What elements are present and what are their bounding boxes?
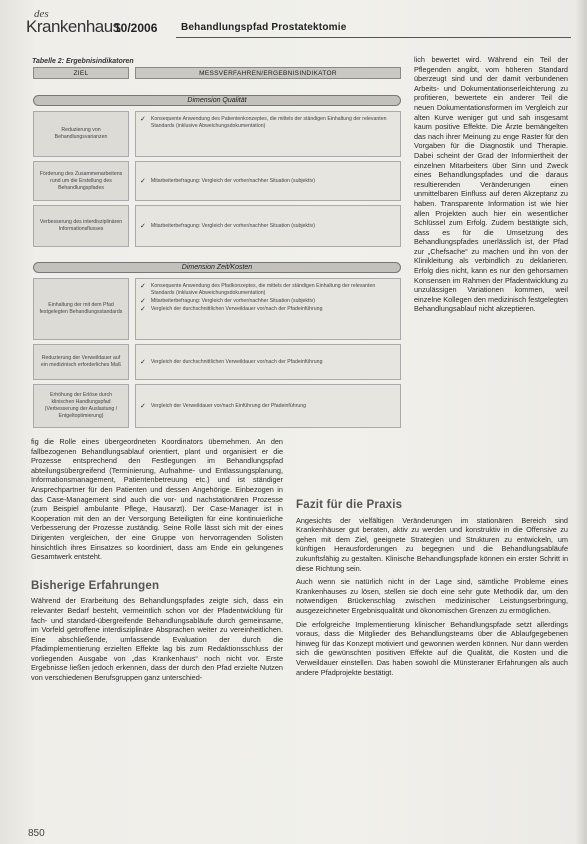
check-icon: ✓: [140, 403, 146, 410]
goal-cell: [33, 161, 129, 201]
goal-cell: [33, 205, 129, 247]
paragraph: lich bewertet wird. Während ein Teil der Pflegenden angibt, vom höheren Standard überzeugt sind und der damit verbundenen Arbeits- und Dokumentationserleichterung zu profitieren, bewertete ein anderer Teil die neuen Dokumentationsformen im Vergleich zur alten Kurve weniger gut und sah insgesamt kaum positive Effekte. Die Ärzte bemängelten das nach ihrer Meinung zu enge Raster für den Vorgaben für die Diagnostik und Therapie. Dabei scheint der Grad der Informiertheit der einzelnen Mitarbeiters über Sinn und Zweck eines Behandlungspfades und die daraus resultierenden Veränderungen einen unmittelbaren Einfluss auf deren Akzeptanz zu haben. Transparente Information ist wie hier allen Projekten auch hier ein wesentlicher Schlüssel zum Erfolg. Zudem bestätigte sich, dass es für die Umsetzung des Behandlungspfades unerlässlich ist, der Pfad zur „Chefsache“ zu machen und ihn von der Klinikleitung als verbindlich zu deklarieren. Erfolg dies nicht, kann es nur den gehorsamen Konsensen im Rahmen der Pfadentwicklung zu unzulässigen Variationen kommen, weil einzelne Kollegen den medizinisch festgelegten Behandlungsablauf nicht akzeptieren.: [414, 55, 568, 314]
goal-text: Einhaltung der mit dem Pfad festgelegten Behandlungsstandards: [39, 302, 123, 315]
measure-item: [140, 359, 396, 366]
goal-cell: [33, 384, 129, 428]
running-title: Behandlungspfad Prostatektomie: [181, 22, 347, 33]
measure-cell: [135, 161, 401, 201]
indicator-table: [31, 67, 403, 432]
column-header-measure: MESSVERFAHREN/ERGEBNISINDIKATOR: [135, 67, 401, 79]
left-column: [31, 437, 283, 683]
check-icon: ✓: [140, 359, 146, 366]
paragraph: Auch wenn sie natürlich nicht in der Lage sind, sämtliche Probleme eines Krankenhauses zu lösen, stellen sie doch eine sehr gute Methodik dar, um den notwendigen Brückenschlag zwischen medizinischer Leistungserbringung, ausgezeichneter Ergebnisqualität und ökonomischen Grenzen zu ermöglichen.: [296, 577, 568, 615]
check-icon: ✓: [140, 306, 146, 313]
page-number: 850: [28, 828, 45, 839]
measure-item: [140, 223, 396, 230]
measure-text: Vergleich der Verweildauer vor/nach Einführung der Pfadeinführung: [150, 403, 307, 409]
goal-text: Reduzierung von Behandlungsvarianzen: [54, 127, 108, 140]
column-header-goal: ZIEL: [33, 67, 129, 79]
measure-text: Konsequente Anwendung des Patientenkonzeptes, die mittels der ständigen Einhaltung der relevanten Standards (inklusive Abweichungsdokumentation): [150, 116, 387, 129]
measure-cell: [135, 344, 401, 380]
measure-text: Konsequente Anwendung des Pfadkonzeptes, die mittels der ständigen Einhaltung der relevanten Standards (inklusive Abweichungsdokumentation): [150, 283, 376, 296]
measure-cell: [135, 205, 401, 247]
paragraph: Angesichts der vielfältigen Veränderungen im stationären Bereich sind Krankenhäuser gut beraten, aktiv zu werden und konstruktiv in die Offensive zu gehen mit dem Ziel, geeignete Strategien und Strukturen zu entwickeln, um künftigen Herausforderungen zu begegnen und die Behandlungsabläufe zukunftsfähig zu gestalten. Klinische Behandlungspfade können ein erster Schritt in diese Richtung sein.: [296, 515, 568, 573]
measure-item: [140, 116, 396, 130]
logo-small-text: des: [34, 8, 49, 20]
measure-text: Mitarbeiterbefragung: Vergleich der vorher/nachher Situation (subjektiv): [150, 223, 315, 229]
header-rule: [176, 37, 571, 38]
measure-text: Vergleich der durchschnittlichen Verweildauer vor/nach der Pfadeinführung: [150, 306, 323, 312]
goal-cell: [33, 344, 129, 380]
right-column-top: [414, 55, 568, 314]
measure-cell: [135, 278, 401, 340]
measure-item: [140, 403, 396, 410]
goal-cell: [33, 278, 129, 340]
measure-cell: [135, 111, 401, 157]
check-icon: ✓: [140, 116, 146, 123]
measure-text: Mitarbeiterbefragung: Vergleich der vorher/nachher Situation (subjektiv): [150, 178, 315, 184]
goal-text: Förderung des Zusammenarbeitens rund um die Erstellung des Behandlungspfades: [39, 170, 123, 191]
goal-cell: [33, 111, 129, 157]
table-title: Tabelle 2: Ergebnisindikatoren: [32, 58, 134, 65]
logo-text: Krankenhaus: [26, 17, 121, 36]
check-icon: ✓: [140, 178, 146, 185]
measure-text: Mitarbeiterbefragung: Vergleich der vorher/nachher Situation (subjektiv): [150, 298, 315, 304]
check-icon: ✓: [140, 223, 146, 230]
measure-cell: [135, 384, 401, 428]
page-header: [26, 8, 571, 40]
goal-text: Verbesserung des interdisziplinären Informationsflusses: [39, 219, 123, 232]
paragraph: fig die Rolle eines übergeordneten Koordinators übernehmen. An den fallbezogenen Behandlungsablauf orientiert, plant und organisiert er die Prozesse entsprechend den Festlegungen im Behandlungspfad abteilungsübergreifend (Terminierung, Aufnahme- und Entlassungsplanung, Informationsmanagement, Patientenbetreuung etc.) und ist ständiger Ansprechpartner für den Patienten und dessen Angehörige. Einbezogen in das Case-Management sind auch die vor- und nachstationären Prozesse (zum Beispiel ambulante Pflege, Hausarzt). Der Case-Manager ist in Kooperation mit den an der Versorgung Beteiligten für eine kontinuierliche Verbesserung der Prozesse zuständig. Seine Rolle lässt sich mit der eines Dirigenten vergleichen, der eine Gruppe von hervorragenden Solisten hinsichtlich ihres Einsatzes so koordiniert, dass am Ende ein gelungenes Gesamtwerk entsteht.: [31, 437, 283, 562]
right-column-bottom: [296, 501, 568, 677]
goal-text: Erhöhung der Erlöse durch klinischen Handlungspfad (Verbesserung der Auslastung / Entgeltoptimierung): [44, 392, 118, 419]
paragraph: Die erfolgreiche Implementierung klinischer Behandlungspfade setzt allerdings voraus, dass die Mitglieder des Behandlungsteams über die Ablaufgegebenen hinweg für das Konzept motiviert und gewonnen werden können. Nur dann werden sich die gewünschten positiven Effekte auf die Qualität, die Kosten und die Verweildauer einstellen. Das haben sowohl die Münsteraner Erfahrungen als auch andere Pfadprojekte bestätigt.: [296, 619, 568, 677]
check-icon: ✓: [140, 283, 146, 290]
measure-item: [140, 306, 396, 313]
goal-text: Reduzierung der Verweildauer auf ein medizinisch erforderliches Maß: [40, 355, 122, 368]
dimension-time-header: Dimension Zeit/Kosten: [33, 262, 401, 273]
paragraph: Während der Erarbeitung des Behandlungspfades zeigte sich, dass ein relevanter Bedarf besteht, vermeintlich schon vor der Pfadentwicklung für fach- und standard-übergreifende Behandlungsabläufe durch gemeinsame, im Vorfeld getroffene interdisziplinäre Absprachen weiter zu vereinheitlichen. Eine abschließende, umfassende Evaluation der durch die Pfadimplementierung erzielten Effekte lag bis zum Redaktionsschluss der vorliegenden Ausgabe von „das Krankenhaus“ noch nicht vor. Erste Ergebnisse ließen jedoch erkennen, dass der durch den Pfad erzielte Nutzen von verschiedenen Berufsgruppen ganz unterschied-: [31, 596, 283, 683]
page-fold-shadow: [575, 0, 587, 844]
measure-item: [140, 283, 396, 297]
measure-text: Vergleich der durchschnittlichen Verweildauer vor/nach der Pfadeinführung: [150, 359, 323, 365]
check-icon: ✓: [140, 298, 146, 305]
measure-item: [140, 298, 396, 305]
measure-item: [140, 178, 396, 185]
issue-number: 10/2006: [114, 21, 158, 35]
section-heading: Fazit für die Praxis: [296, 499, 403, 511]
section-heading: Bisherige Erfahrungen: [31, 579, 160, 592]
dimension-quality-header: Dimension Qualität: [33, 95, 401, 106]
